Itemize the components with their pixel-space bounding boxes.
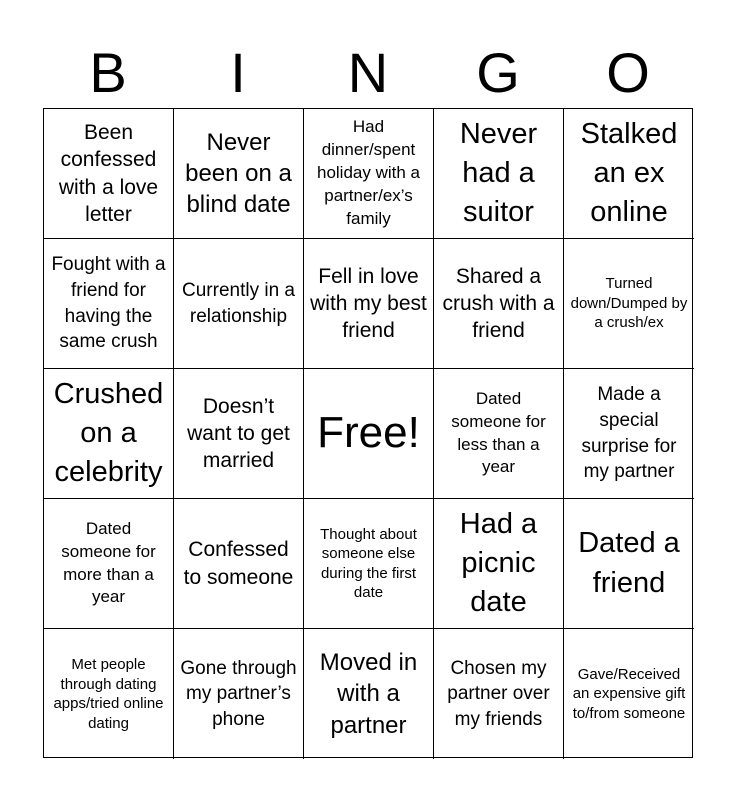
bingo-cell-label: Fell in love with my best friend [310, 264, 427, 343]
bingo-cell-label: Shared a crush with a friend [442, 264, 555, 343]
bingo-cell[interactable] [174, 629, 304, 759]
bingo-cell-label: Currently in a relationship [182, 279, 295, 327]
header-letter-b: B [89, 41, 127, 104]
bingo-cell[interactable] [304, 109, 434, 239]
bingo-cell-label: Free! [317, 408, 420, 458]
bingo-cell-label: Had dinner/spent holiday with a partner/ex’s family [316, 117, 420, 228]
bingo-cell[interactable] [304, 499, 434, 629]
bingo-cell-label: Stalked an ex online [580, 117, 678, 229]
bingo-cell[interactable] [304, 629, 434, 759]
bingo-cell-label: Gone through my partner’s phone [180, 657, 297, 730]
bingo-cell[interactable] [174, 239, 304, 369]
bingo-cell-label: Fought with a friend for having the same crush [51, 254, 166, 353]
bingo-cell-label: Confessed to someone [183, 538, 294, 589]
bingo-cell[interactable] [174, 369, 304, 499]
bingo-cell[interactable] [44, 499, 174, 629]
bingo-cell-label: Doesn’t want to get married [187, 394, 290, 473]
bingo-cell[interactable] [564, 629, 694, 759]
bingo-cell-label: Dated someone for more than a year [61, 518, 156, 607]
bingo-header [43, 40, 693, 106]
bingo-cell-label: Never had a suitor [459, 117, 538, 229]
bingo-cell-label: Moved in with a partner [319, 649, 418, 739]
bingo-cell-label: Turned down/Dumped by a crush/ex [570, 275, 688, 332]
bingo-cell[interactable] [564, 369, 694, 499]
bingo-cell[interactable] [174, 109, 304, 239]
bingo-cell[interactable] [434, 239, 564, 369]
bingo-cell-label: Chosen my partner over my friends [447, 657, 550, 730]
bingo-cell[interactable] [44, 369, 174, 499]
bingo-cell-label: Dated someone for less than a year [451, 388, 546, 477]
bingo-cell[interactable] [44, 239, 174, 369]
bingo-cell-label: Thought about someone else during the first date [320, 525, 417, 601]
bingo-cell[interactable] [434, 629, 564, 759]
bingo-cell-label: Never been on a blind date [185, 128, 292, 219]
bingo-cell[interactable] [174, 499, 304, 629]
bingo-cell[interactable] [564, 109, 694, 239]
bingo-cell[interactable] [44, 629, 174, 759]
bingo-cell[interactable] [564, 499, 694, 629]
bingo-cell[interactable] [44, 109, 174, 239]
header-letter-g: G [476, 41, 520, 104]
bingo-cell[interactable] [434, 369, 564, 499]
header-letter-i: I [230, 41, 246, 104]
bingo-cell[interactable] [434, 499, 564, 629]
bingo-cell[interactable] [434, 109, 564, 239]
header-letter-o: O [606, 41, 650, 104]
bingo-cell[interactable] [304, 239, 434, 369]
free-space-cell[interactable] [304, 369, 434, 499]
header-letter-n: N [347, 41, 389, 104]
bingo-cell-label: Gave/Received an expensive gift to/from someone [572, 665, 686, 722]
bingo-cell-label: Had a picnic date [459, 507, 538, 619]
bingo-board [43, 108, 693, 758]
bingo-cell-label: Met people through dating apps/tried online dating [53, 656, 164, 732]
bingo-cell-label: Been confessed with a love letter [58, 120, 159, 226]
bingo-cell[interactable] [564, 239, 694, 369]
bingo-cell-label: Crushed on a celebrity [53, 377, 164, 489]
bingo-cell-label: Made a special surprise for my partner [581, 384, 677, 483]
bingo-cell-label: Dated a friend [578, 527, 680, 599]
